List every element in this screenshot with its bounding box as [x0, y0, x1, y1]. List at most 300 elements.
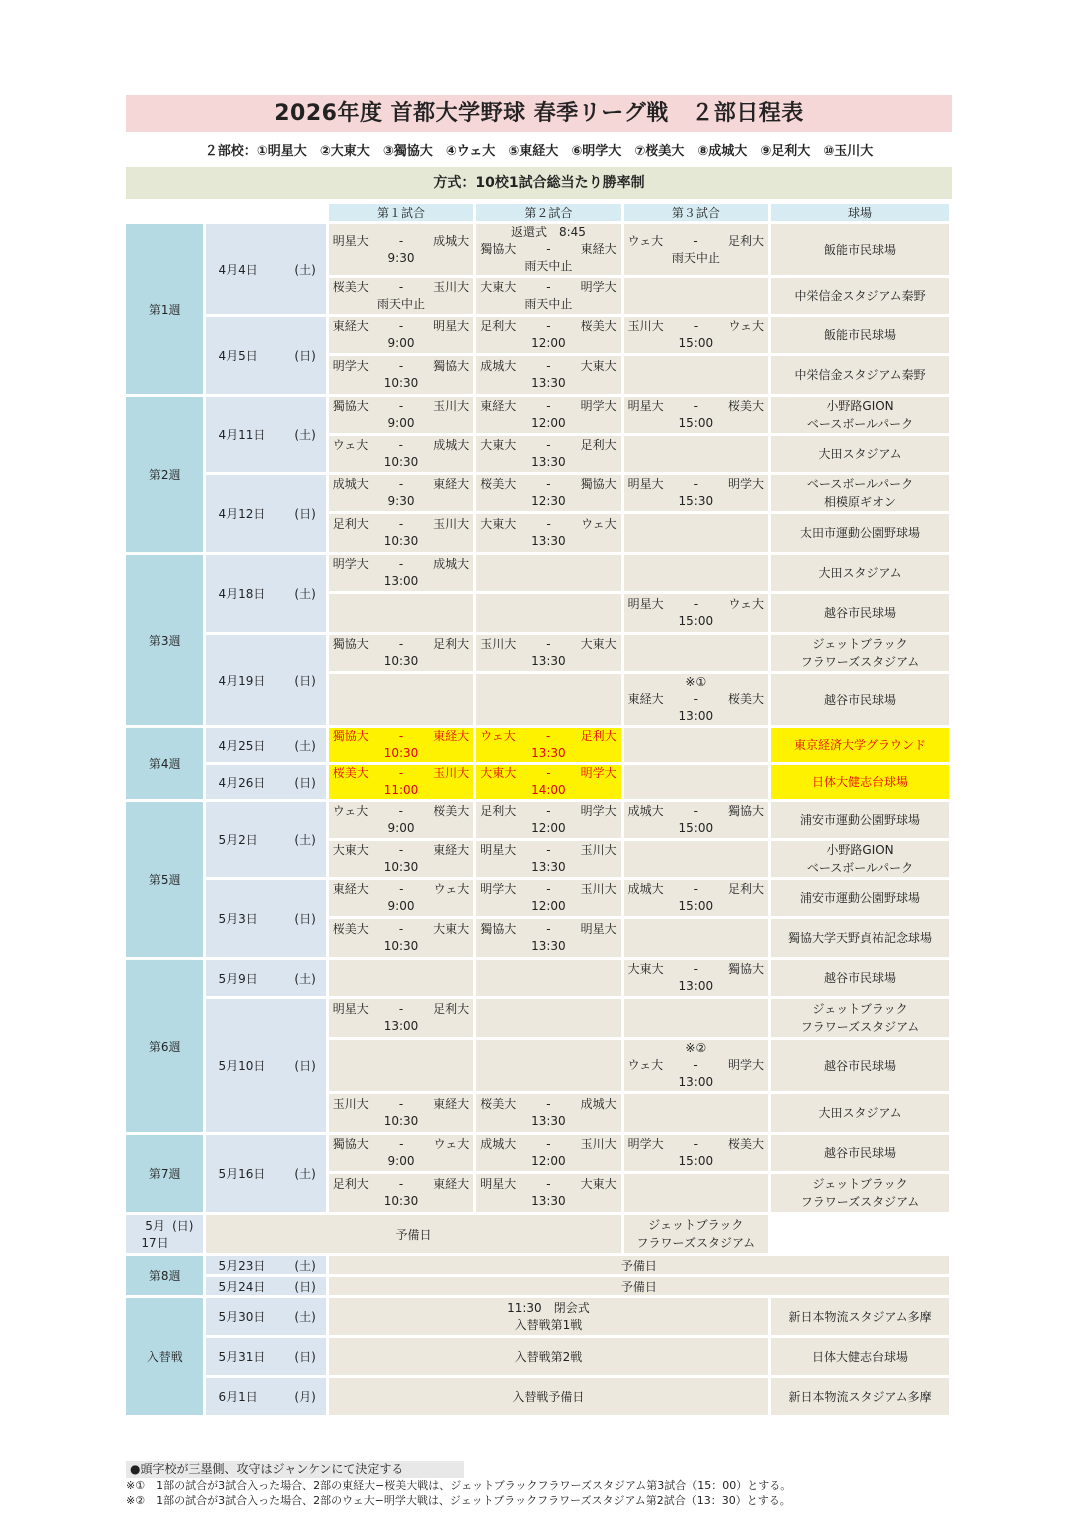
game-cell: [476, 674, 620, 725]
versus-dash: -: [546, 1177, 551, 1191]
home-team: 成城大: [627, 804, 664, 818]
date-cell: [206, 960, 325, 996]
away-team: 獨協大: [580, 477, 617, 491]
game-time: 雨天中止: [524, 259, 573, 273]
table-row: [126, 1298, 949, 1335]
versus-dash: -: [546, 1097, 551, 1111]
game-time: 15:00: [678, 1154, 714, 1168]
game-cell: [624, 841, 768, 877]
weekday: (日): [294, 507, 316, 521]
game-cell: [624, 1174, 768, 1212]
weekday: (土): [294, 1258, 316, 1273]
versus-dash: -: [693, 692, 698, 706]
versus-dash: -: [546, 280, 551, 294]
versus-dash: -: [546, 843, 551, 857]
game-cell: [329, 397, 473, 433]
date: 4月19日: [218, 673, 266, 688]
schedule-page: [126, 95, 952, 1418]
game-cell: [624, 514, 768, 552]
game-time: 9:00: [387, 899, 415, 913]
away-team: 明学大: [728, 1058, 765, 1072]
week-label: 第3週: [126, 555, 203, 725]
venue-cell: [771, 475, 949, 511]
away-team: 足利大: [433, 1002, 470, 1016]
table-row: [126, 1277, 949, 1295]
venue-name-2: フラワーズスタジアム: [800, 655, 920, 669]
game-time: 雨天中止: [671, 250, 720, 265]
venue-name: 新日本物流スタジアム多摩: [788, 1309, 932, 1324]
venue-name: 太田市運動公園野球場: [800, 526, 921, 540]
versus-dash: -: [398, 557, 404, 571]
game-cell: [476, 919, 620, 957]
game-cell: [624, 635, 768, 671]
game-time: 9:00: [387, 821, 415, 835]
away-team: 明星大: [433, 319, 470, 333]
schedule-table: [123, 201, 952, 1418]
versus-dash: -: [398, 399, 404, 413]
game-cell: [476, 356, 620, 394]
date-cell: [206, 765, 325, 799]
versus-dash: -: [693, 399, 698, 413]
venue-cell: [771, 635, 949, 671]
table-row: [126, 728, 949, 762]
game-time: 15:00: [678, 899, 714, 913]
away-team: 足利大: [580, 729, 617, 743]
game-time: 14:00: [531, 783, 566, 797]
versus-dash: -: [398, 1002, 404, 1016]
venue-name: 日体大健志台球場: [812, 1349, 909, 1364]
home-team: ウェ大: [332, 438, 369, 452]
venue-name: 小野路GION: [826, 843, 894, 857]
venue-cell: [771, 880, 949, 916]
game-cell: [624, 436, 768, 472]
game-time: 15:00: [678, 821, 714, 835]
table-row: [126, 1215, 949, 1253]
weekday: (日): [172, 1219, 194, 1233]
game-time: 13:30: [531, 376, 566, 390]
date: 4月5日: [218, 349, 258, 363]
week-label: 入替戦: [126, 1298, 203, 1415]
away-team: 明学大: [580, 399, 617, 413]
game-cell: [624, 475, 768, 511]
game-time: 13:00: [678, 979, 714, 993]
weekday: (土): [294, 971, 316, 986]
home-team: 東経大: [332, 882, 369, 896]
versus-dash: -: [398, 319, 404, 333]
venue-name-2: ベースボールパーク: [806, 861, 914, 875]
home-team: 桜美大: [332, 922, 369, 936]
home-team: 大東大: [480, 517, 517, 531]
home-team: 獨協大: [480, 922, 517, 936]
header-game2: 第２試合: [476, 204, 620, 221]
date: 4月25日: [218, 738, 266, 753]
versus-dash: -: [693, 1137, 698, 1151]
home-team: 大東大: [480, 766, 517, 780]
home-team: 獨協大: [332, 729, 369, 743]
game-time: 13:00: [678, 709, 714, 723]
away-team: 玉川大: [580, 882, 617, 896]
playoff-cell: [329, 1338, 768, 1375]
weekday: (土): [294, 428, 316, 442]
game-cell: [476, 514, 620, 552]
footnote-main: ●頭字校が三塁側、攻守はジャンケンにて決定する: [126, 1461, 464, 1478]
header-game1: 第１試合: [329, 204, 473, 221]
date: 4月18日: [218, 587, 266, 601]
home-team: 明星大: [627, 477, 664, 491]
home-team: ウェ大: [627, 1058, 664, 1072]
game-time: 10:30: [383, 534, 419, 548]
format-banner: 方式：10校1試合総当たり勝率制: [126, 167, 952, 199]
venue-cell: [771, 960, 949, 996]
game-cell: [329, 555, 473, 591]
venue-name-2: フラワーズスタジアム: [800, 1020, 920, 1034]
game-cell: [476, 999, 620, 1037]
game-cell: [329, 841, 473, 877]
venue-cell: [771, 841, 949, 877]
away-team: 足利大: [580, 438, 617, 452]
away-team: ウェ大: [581, 517, 617, 531]
game-time: 12:00: [531, 821, 566, 835]
game-cell: [624, 999, 768, 1037]
game-time: 13:30: [531, 1114, 566, 1128]
date-cell: [126, 1215, 203, 1253]
footnote-ref: ※②: [685, 1041, 707, 1055]
away-team: ウェ大: [728, 597, 765, 611]
venue-name: 獨協大学天野貞祐記念球場: [788, 931, 933, 945]
weekday: (土): [294, 738, 316, 753]
game-cell: [476, 224, 620, 275]
home-team: 成城大: [627, 882, 664, 896]
home-team: ウェ大: [627, 233, 664, 248]
versus-dash: -: [398, 1097, 404, 1111]
versus-dash: -: [546, 804, 551, 818]
weekday: (土): [294, 587, 316, 601]
game-time: 12:00: [531, 899, 566, 913]
game-cell: [476, 960, 620, 996]
game-time: 13:30: [531, 746, 566, 760]
game-time: 13:30: [531, 939, 566, 953]
home-team: 桜美大: [332, 766, 369, 780]
away-team: ウェ大: [728, 319, 765, 333]
game-time: 12:00: [531, 336, 566, 350]
game-time: 12:00: [531, 416, 566, 430]
game-cell: [476, 594, 620, 632]
date-cell: [206, 802, 325, 877]
game-cell: [624, 278, 768, 314]
game-cell: [329, 278, 473, 314]
table-row: [126, 1338, 949, 1375]
venue-cell: [771, 514, 949, 552]
week-label: 第6週: [126, 960, 203, 1132]
game-cell: [329, 728, 473, 762]
venue-name: 浦安市運動公園野球場: [800, 813, 921, 827]
away-team: 獨協大: [728, 962, 765, 976]
home-team: 玉川大: [332, 1097, 369, 1111]
date-cell: [206, 555, 325, 632]
table-row: [126, 475, 949, 511]
table-row: [126, 555, 949, 591]
home-team: 獨協大: [332, 637, 369, 651]
weekday: (日): [294, 673, 316, 688]
date-cell: [206, 1378, 325, 1415]
game-time: 10:30: [383, 654, 419, 668]
game-cell: [329, 1174, 473, 1212]
home-team: 桜美大: [480, 1097, 517, 1111]
game-cell: [624, 594, 768, 632]
game-cell: [329, 802, 473, 838]
venue-name: 飯能市民球場: [824, 328, 897, 342]
venue-cell: [771, 728, 949, 762]
venue-cell: [771, 555, 949, 591]
game-cell: [329, 1094, 473, 1132]
game-cell: [476, 1174, 620, 1212]
weekday: (日): [294, 1279, 316, 1294]
away-team: 成城大: [433, 557, 470, 571]
versus-dash: -: [398, 922, 404, 936]
weekday: (日): [294, 349, 316, 363]
game-cell: [624, 919, 768, 957]
game-cell: [329, 317, 473, 353]
versus-dash: -: [693, 597, 699, 611]
venue-cell: [771, 802, 949, 838]
spare-day: 予備日: [206, 1215, 620, 1253]
home-team: 大東大: [480, 438, 517, 452]
game-cell: [329, 674, 473, 725]
venue-cell: [771, 765, 949, 799]
date-cell: [206, 999, 325, 1132]
away-team: 玉川大: [580, 843, 617, 857]
table-row: [126, 999, 949, 1037]
date-cell: [206, 1277, 325, 1295]
table-row: [126, 224, 949, 275]
venue-name: 小野路GION: [826, 399, 894, 413]
game-cell: [476, 1135, 620, 1171]
date: 5月2日: [218, 833, 258, 847]
game-time: 10:30: [383, 376, 419, 390]
date: 5月24日: [218, 1279, 266, 1294]
date-cell: [206, 635, 325, 725]
date: 5月31日: [218, 1350, 266, 1364]
versus-dash: -: [398, 729, 404, 743]
game-time: 13:30: [531, 534, 566, 548]
away-team: 東経大: [580, 242, 617, 256]
weekday: (日): [294, 775, 316, 790]
venue-name: 飯能市民球場: [824, 242, 897, 257]
game-cell: [329, 880, 473, 916]
game-time: 13:00: [678, 1075, 714, 1089]
venue-name: ジェットブラック: [812, 1002, 908, 1016]
date: 5月30日: [218, 1310, 266, 1324]
venue-name-2: ベースボールパーク: [806, 417, 914, 431]
home-team: 明学大: [332, 359, 369, 373]
venue-name: 新日本物流スタジアム多摩: [788, 1389, 932, 1404]
home-team: 成城大: [332, 477, 369, 491]
versus-dash: -: [693, 1058, 698, 1072]
home-team: 大東大: [332, 843, 369, 857]
away-team: 獨協大: [728, 804, 765, 818]
game-cell: [476, 802, 620, 838]
versus-dash: -: [693, 804, 698, 818]
versus-dash: -: [546, 438, 551, 452]
game-time: 10:30: [383, 746, 419, 760]
game-cell: [476, 765, 620, 799]
table-row: [126, 1378, 949, 1415]
week-label: 第5週: [126, 802, 203, 957]
game-cell: [329, 475, 473, 511]
venue-cell: [771, 1338, 949, 1375]
table-row: [126, 397, 949, 433]
away-team: 玉川大: [433, 517, 470, 531]
game-cell: [624, 765, 768, 799]
venue-cell: [771, 999, 949, 1037]
venue-name: 中栄信金スタジアム秦野: [794, 289, 926, 303]
away-team: 足利大: [728, 882, 765, 896]
venue-name: 越谷市民球場: [824, 606, 897, 620]
game-cell: [329, 635, 473, 671]
game-time: 13:30: [531, 654, 566, 668]
versus-dash: -: [546, 637, 551, 651]
weekday: (日): [294, 1059, 316, 1073]
date-cell: [206, 317, 325, 394]
home-team: 大東大: [627, 962, 664, 976]
weekday: (日): [294, 1350, 316, 1364]
home-team: 獨協大: [480, 242, 517, 256]
versus-dash: -: [398, 359, 404, 373]
versus-dash: -: [398, 766, 404, 780]
venue-cell: [771, 919, 949, 957]
weekday: (土): [294, 262, 316, 277]
week-label: 第1週: [126, 224, 203, 394]
spare-day: 予備日: [329, 1256, 949, 1274]
venue-name: 越谷市民球場: [824, 1146, 897, 1160]
game-cell: [624, 356, 768, 394]
game-cell: [329, 224, 473, 275]
away-team: 明星大: [580, 922, 617, 936]
game-time: 10:30: [383, 1114, 419, 1128]
venue-name: ベースボールパーク: [806, 477, 914, 491]
versus-dash: -: [546, 319, 551, 333]
ceremony-note: 返還式 8:45: [510, 225, 586, 239]
home-team: 東経大: [627, 692, 664, 706]
game-cell: [624, 224, 768, 275]
game-cell: [476, 728, 620, 762]
home-team: 明星大: [332, 233, 369, 248]
game-time: 13:00: [383, 574, 419, 588]
game-cell: [476, 436, 620, 472]
game-time: 15:30: [678, 494, 714, 508]
date-cell: [206, 1298, 325, 1335]
game-cell: [476, 278, 620, 314]
home-team: 明星大: [627, 399, 664, 413]
away-team: 大東大: [580, 637, 617, 651]
venue-name-2: フラワーズスタジアム: [800, 1195, 920, 1209]
table-row: [126, 1135, 949, 1171]
game-cell: [329, 356, 473, 394]
game-time: 9:00: [387, 416, 415, 430]
game-cell: [329, 960, 473, 996]
versus-dash: -: [546, 882, 551, 896]
venue-name: 東京経済大学グラウンド: [794, 738, 927, 752]
versus-dash: -: [398, 517, 404, 531]
away-team: 明学大: [580, 804, 617, 818]
game-time: 10:30: [383, 1194, 419, 1208]
versus-dash: -: [693, 233, 698, 248]
home-team: 明学大: [332, 557, 369, 571]
game-time: 雨天中止: [524, 297, 573, 311]
venue-name: 大田スタジアム: [818, 566, 902, 580]
venue-cell: [771, 594, 949, 632]
game-cell: [624, 802, 768, 838]
venue-name: ジェットブラック: [812, 637, 908, 651]
game-cell: [329, 919, 473, 957]
footnote-ref: ※①: [685, 675, 707, 689]
date-cell: [206, 397, 325, 472]
away-team: 東経大: [433, 843, 470, 857]
page-title: 2026年度 首都大学野球 春季リーグ戦 ２部日程表: [126, 95, 952, 132]
versus-dash: -: [546, 242, 551, 256]
game-time: 15:00: [678, 614, 714, 628]
versus-dash: -: [546, 1137, 551, 1151]
venue-cell: [771, 1094, 949, 1132]
versus-dash: -: [398, 438, 403, 452]
date: 5月16日: [218, 1167, 266, 1181]
game-cell: [624, 728, 768, 762]
away-team: 成城大: [433, 233, 470, 248]
game-cell: [624, 960, 768, 996]
versus-dash: -: [546, 729, 551, 743]
versus-dash: -: [693, 882, 698, 896]
versus-dash: -: [399, 1137, 404, 1151]
date-cell: [206, 1135, 325, 1212]
versus-dash: -: [398, 477, 404, 491]
away-team: ウェ大: [433, 882, 470, 896]
away-team: 玉川大: [433, 399, 470, 413]
away-team: 明学大: [728, 477, 765, 491]
school-list: ２部校：①明星大 ②大東大 ③獨協大 ④ウェ大 ⑤東経大 ⑥明学大 ⑦桜美大 ⑧成城大 ⑨足利大 ⑩玉川大: [204, 144, 874, 159]
versus-dash: -: [693, 962, 698, 976]
game-time: 13:00: [383, 1019, 419, 1033]
date: 4月4日: [218, 262, 258, 277]
game-cell: [476, 880, 620, 916]
versus-dash: -: [546, 359, 551, 373]
game-time: 13:30: [531, 1194, 566, 1208]
table-row: [126, 880, 949, 916]
weekday: (日): [294, 912, 316, 926]
playoff-game: 入替戦第2戦: [514, 1350, 583, 1364]
venue-name: 浦安市運動公園野球場: [800, 891, 921, 905]
away-team: 桜美大: [433, 804, 470, 818]
game-time: 雨天中止: [376, 297, 425, 311]
versus-dash: -: [398, 280, 404, 294]
versus-dash: -: [398, 1177, 404, 1191]
home-team: 明星大: [480, 843, 517, 857]
away-team: 玉川大: [580, 1137, 617, 1151]
home-team: 足利大: [332, 517, 369, 531]
versus-dash: -: [398, 843, 404, 857]
date: 4月12日: [218, 507, 266, 521]
away-team: ウェ大: [433, 1137, 470, 1151]
game-cell: [329, 1135, 473, 1171]
game-cell: [329, 594, 473, 632]
away-team: 足利大: [728, 233, 765, 248]
home-team: 明学大: [480, 882, 517, 896]
versus-dash: -: [546, 477, 551, 491]
header-game3: 第３試合: [624, 204, 768, 221]
game-time: 11:00: [383, 783, 419, 797]
game-cell: [476, 1094, 620, 1132]
home-team: 足利大: [332, 1177, 369, 1191]
away-team: 獨協大: [433, 359, 470, 373]
